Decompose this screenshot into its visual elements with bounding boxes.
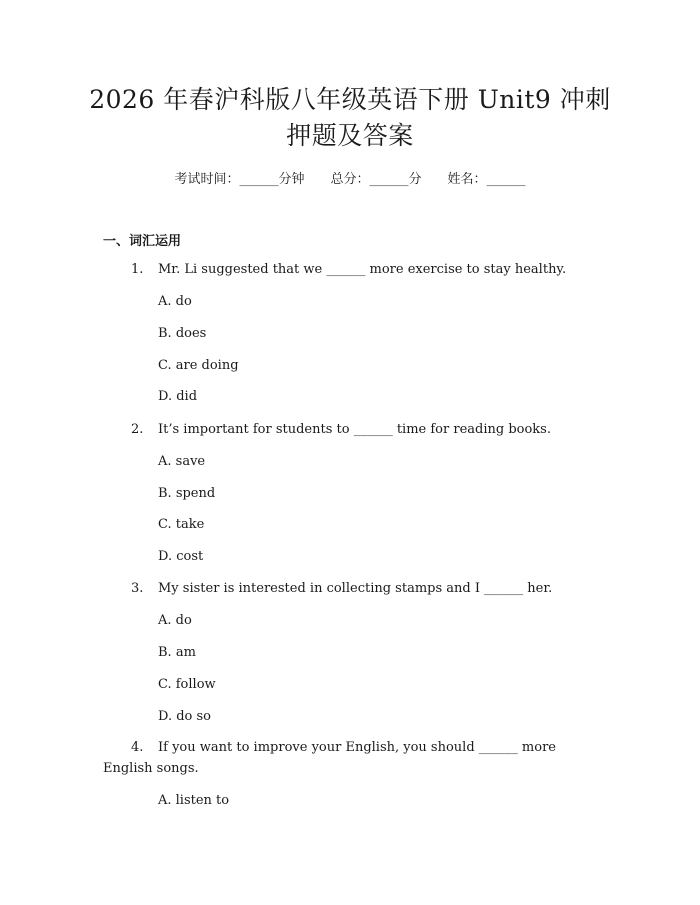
question-4-text-continued: English songs.: [103, 761, 199, 776]
total-score-label: 总分：______分: [330, 172, 422, 187]
question-1-option-a: A. do: [158, 294, 192, 309]
question-2: [131, 422, 551, 437]
question-text: My sister is interested in collecting stamps and I ______ her.: [158, 581, 553, 596]
question-2-option-a: A. save: [158, 454, 206, 469]
question-1-option-b: B. does: [158, 326, 207, 341]
question-1-option-d: D. did: [158, 389, 198, 404]
question-4-option-a: A. listen to: [158, 793, 230, 808]
section-heading: 一、词汇运用: [103, 234, 182, 249]
question-2-option-c: C. take: [158, 517, 205, 532]
question-number: 4.: [131, 740, 144, 755]
question-3: [131, 581, 552, 596]
page-title-line1: 2026 年春沪科版八年级英语下册 Unit9 冲刺: [89, 85, 611, 114]
question-4: [131, 740, 556, 755]
question-text: It’s important for students to ______ time for reading books.: [158, 422, 551, 437]
question-2-option-b: B. spend: [158, 486, 216, 501]
question-number: 1.: [131, 262, 144, 277]
question-text: If you want to improve your English, you should ______ more: [158, 740, 556, 755]
student-name-label: 姓名：______: [447, 172, 526, 187]
question-3-option-a: A. do: [158, 613, 192, 628]
page-title-line2: 押题及答案: [286, 121, 414, 150]
question-1-option-c: C. are doing: [158, 358, 239, 373]
question-number: 2.: [131, 422, 144, 437]
question-3-option-b: B. am: [158, 645, 196, 660]
question-1: [131, 262, 566, 277]
exam-time-label: 考试时间：______分钟: [174, 172, 305, 187]
exam-meta: [0, 168, 700, 187]
question-3-option-d: D. do so: [158, 709, 212, 724]
question-number: 3.: [131, 581, 144, 596]
question-2-option-d: D. cost: [158, 549, 204, 564]
question-3-option-c: C. follow: [158, 677, 216, 692]
question-text: Mr. Li suggested that we ______ more exercise to stay healthy.: [158, 262, 567, 277]
